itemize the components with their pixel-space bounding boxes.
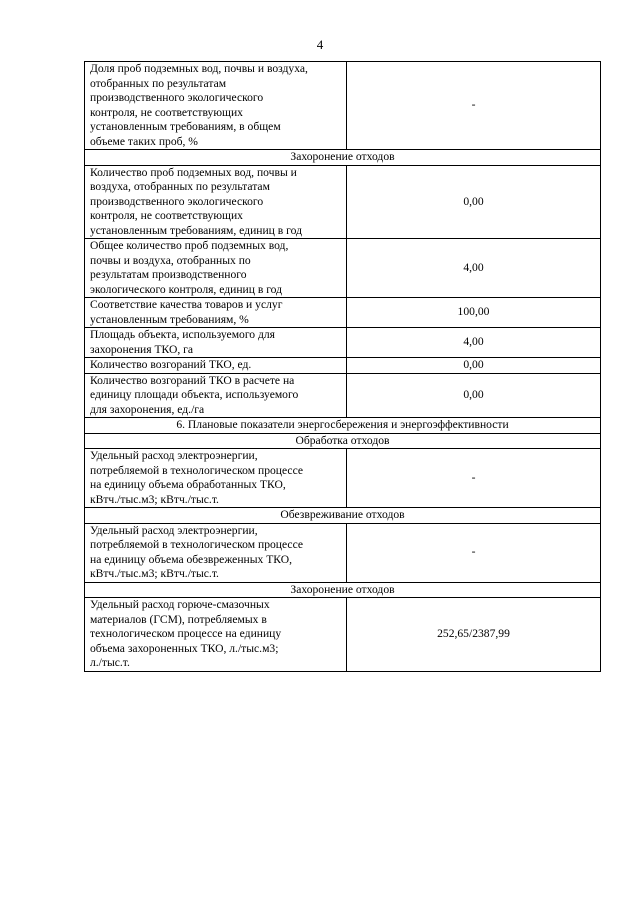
table-row: [85, 523, 601, 582]
section-row: [85, 150, 601, 166]
page-number: 4: [316, 37, 324, 52]
table-row: [85, 298, 601, 328]
indicator-label-line: для захоронения, ед./га: [90, 402, 205, 416]
indicator-label-line: л./тыс.т.: [90, 656, 130, 669]
table-row: [85, 165, 601, 239]
indicator-label-line: производственного экологического: [90, 194, 264, 208]
table-row: [85, 449, 601, 508]
indicator-label: [85, 328, 347, 358]
indicator-label-line: Удельный расход электроэнергии,: [90, 523, 258, 537]
indicator-label-line: на единицу объема обезвреженных ТКО,: [90, 552, 293, 566]
indicator-label-line: установленным требованиям, в общем: [90, 120, 281, 133]
indicator-label-line: объеме таких проб, %: [90, 134, 198, 148]
indicator-label-line: Количество проб подземных вод, почвы и: [90, 165, 297, 179]
indicator-value: 4,00: [347, 239, 601, 298]
indicator-value: -: [347, 523, 601, 582]
indicator-value: -: [347, 449, 601, 508]
indicator-label: [85, 165, 347, 239]
indicator-label-line: Площадь объекта, используемого для: [90, 328, 276, 341]
section-title: Захоронение отходов: [85, 150, 601, 166]
indicator-label-line: кВтч./тыс.м3; кВтч./тыс.т.: [90, 567, 219, 580]
section-title: Обработка отходов: [85, 433, 601, 449]
indicator-label-line: кВтч./тыс.м3; кВтч./тыс.т.: [90, 492, 219, 506]
indicator-label-line: потребляемой в технологическом процессе: [90, 538, 304, 551]
indicator-label-line: технологическом процессе на единицу: [90, 627, 282, 640]
indicator-label: [85, 373, 347, 418]
indicator-label-line: установленным требованиям, %: [90, 312, 249, 326]
section-row: [85, 433, 601, 449]
table-row: [85, 328, 601, 358]
indicator-label-line: Доля проб подземных вод, почвы и воздуха,: [90, 62, 308, 75]
indicator-label: [85, 598, 347, 672]
section-title: Захоронение отходов: [85, 582, 601, 598]
section-row: [85, 508, 601, 524]
indicators-table: [84, 61, 601, 672]
indicator-label: [85, 239, 347, 298]
indicator-label-line: производственного экологического: [90, 91, 264, 104]
indicator-value: 100,00: [347, 298, 601, 328]
section-row: [85, 418, 601, 434]
indicator-value: 0,00: [347, 373, 601, 418]
indicator-label-line: отобранных по результатам: [90, 76, 227, 90]
indicator-value: 252,65/2387,99: [347, 598, 601, 672]
indicator-label-line: Количество возгораний ТКО, ед.: [90, 358, 252, 371]
section-title: 6. Плановые показатели энергосбережения и энергоэффективности: [85, 418, 601, 434]
indicator-label-line: Количество возгораний ТКО в расчете на: [90, 373, 295, 387]
indicator-label-line: Удельный расход горюче-смазочных: [90, 598, 270, 611]
table-row: [85, 598, 601, 672]
indicator-label-line: Общее количество проб подземных вод,: [90, 239, 289, 252]
indicator-label-line: результатам производственного: [90, 268, 247, 281]
indicator-label-line: Соответствие качества товаров и услуг: [90, 298, 283, 311]
indicator-label-line: материалов (ГСМ), потребляемых в: [90, 612, 267, 626]
indicator-value: 0,00: [347, 358, 601, 374]
indicator-label-line: потребляемой в технологическом процессе: [90, 463, 304, 477]
table-row: [85, 373, 601, 418]
indicator-label-line: воздуха, отобранных по результатам: [90, 180, 270, 193]
indicator-label-line: установленным требованиям, единиц в год: [90, 223, 302, 237]
indicator-label-line: единицу площади объекта, используемого: [90, 388, 299, 401]
indicator-label-line: захоронения ТКО, га: [90, 342, 194, 356]
indicator-label-line: контроля, не соответствующих: [90, 209, 243, 222]
table-row: [85, 358, 601, 374]
indicator-label-line: экологического контроля, единиц в год: [90, 282, 283, 296]
section-title: Обезвреживание отходов: [85, 508, 601, 524]
indicator-label: [85, 298, 347, 328]
indicator-value: 0,00: [347, 165, 601, 239]
table-row: [85, 239, 601, 298]
section-row: [85, 582, 601, 598]
indicator-label-line: Удельный расход электроэнергии,: [90, 449, 258, 462]
indicator-value: -: [347, 62, 601, 150]
indicator-label-line: почвы и воздуха, отобранных по: [90, 253, 251, 267]
indicator-label-line: на единицу объема обработанных ТКО,: [90, 478, 286, 491]
indicator-value: 4,00: [347, 328, 601, 358]
indicators-table-body: [85, 62, 601, 672]
indicator-label-line: контроля, не соответствующих: [90, 105, 243, 119]
indicator-label: [85, 62, 347, 150]
indicator-label: [85, 358, 347, 374]
table-row: [85, 62, 601, 150]
indicator-label-line: объема захороненных ТКО, л./тыс.м3;: [90, 641, 279, 655]
indicator-label: [85, 523, 347, 582]
indicator-label: [85, 449, 347, 508]
